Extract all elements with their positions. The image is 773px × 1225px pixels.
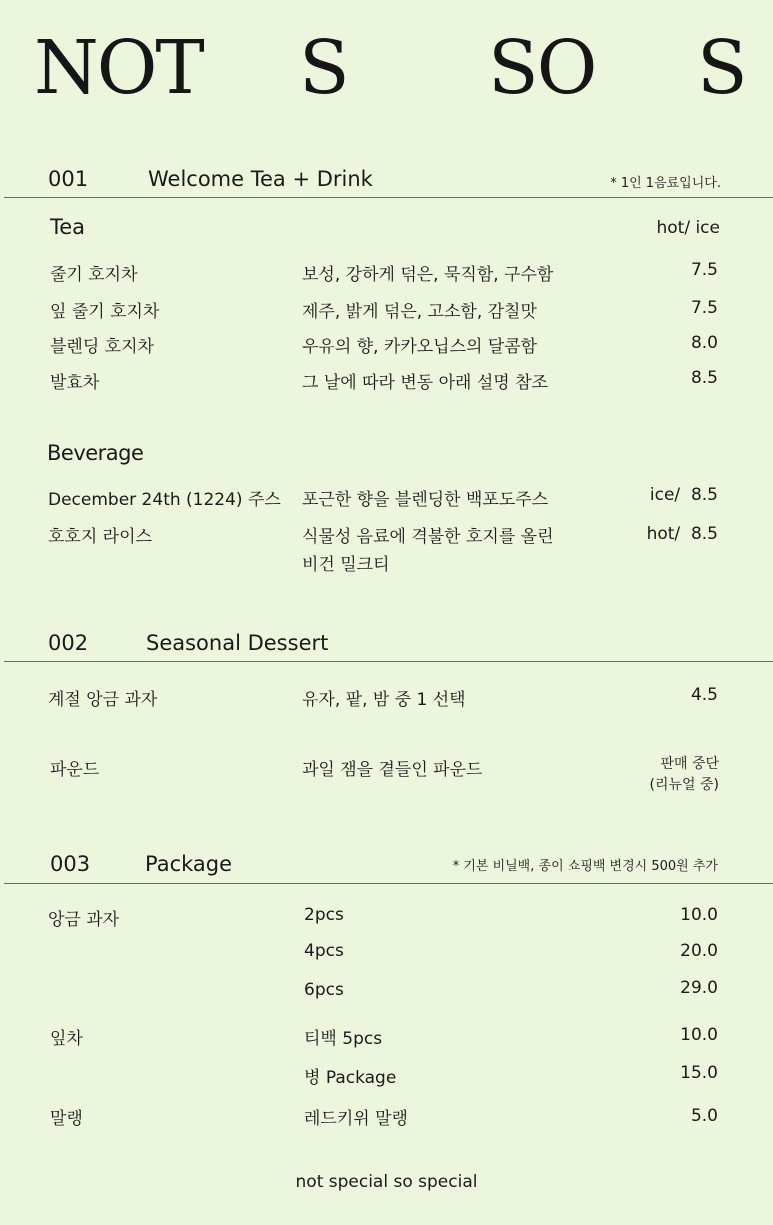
package-option: 레드키위 말랭 bbox=[304, 1109, 408, 1129]
menu-item-desc: 제주, 밝게 덖은, 고소함, 감칠맛 bbox=[302, 302, 537, 322]
section-divider bbox=[4, 661, 773, 662]
package-price: 15.0 bbox=[680, 1063, 718, 1083]
menu-item-price: hot/ 8.5 bbox=[646, 524, 718, 544]
section-divider bbox=[4, 883, 773, 884]
menu-item-desc-line2: 비건 밀크티 bbox=[302, 555, 390, 575]
menu-item-name: 잎 줄기 호지차 bbox=[50, 302, 160, 322]
menu-item-name: 파운드 bbox=[50, 760, 100, 780]
sold-out-status-detail: (리뉴얼 중) bbox=[649, 777, 719, 793]
menu-item-price: 8.5 bbox=[690, 368, 718, 388]
package-price: 20.0 bbox=[680, 941, 718, 961]
menu-item-price: 8.0 bbox=[690, 333, 718, 353]
section-divider bbox=[4, 197, 773, 198]
menu-item-price: 4.5 bbox=[690, 685, 718, 705]
menu-item-name: 호호지 라이스 bbox=[48, 527, 152, 547]
package-price: 10.0 bbox=[680, 1025, 718, 1045]
sold-out-status: 판매 중단 bbox=[660, 756, 719, 772]
menu-item-desc: 식물성 음료에 격불한 호지를 올린 bbox=[302, 527, 554, 547]
brand-word-s2: S bbox=[697, 25, 746, 111]
section-note: * 1인 1음료입니다. bbox=[610, 176, 721, 191]
tea-heading: Tea bbox=[50, 215, 86, 239]
package-option: 6pcs bbox=[304, 980, 344, 1000]
brand-word-not: NOT bbox=[34, 25, 203, 111]
menu-item-desc: 포근한 향을 블렌딩한 백포도주스 bbox=[302, 490, 549, 510]
menu-item-name: 발효차 bbox=[50, 373, 100, 393]
package-group-name: 잎차 bbox=[50, 1029, 83, 1049]
menu-item-desc: 보성, 강하게 덖은, 묵직함, 구수함 bbox=[302, 265, 554, 285]
section-number: 001 bbox=[48, 167, 89, 191]
section-note: * 기본 비닐백, 종이 쇼핑백 변경시 500원 추가 bbox=[452, 859, 718, 874]
package-price: 10.0 bbox=[680, 905, 718, 925]
menu-item-price: 7.5 bbox=[690, 298, 718, 318]
menu-item-name: 줄기 호지차 bbox=[50, 265, 138, 285]
package-price: 5.0 bbox=[690, 1106, 718, 1126]
menu-item-desc: 과일 잼을 곁들인 파운드 bbox=[302, 760, 483, 780]
package-option: 티백 5pcs bbox=[304, 1029, 383, 1049]
menu-item-desc: 그 날에 따라 변동 아래 설명 참조 bbox=[302, 373, 548, 393]
footer-tagline: not special so special bbox=[295, 1172, 478, 1192]
brand-word-s1: S bbox=[299, 25, 348, 111]
brand-word-so: SO bbox=[488, 25, 596, 111]
package-group-name: 앙금 과자 bbox=[48, 910, 120, 930]
menu-item-name: 계절 앙금 과자 bbox=[48, 690, 158, 710]
section-number: 002 bbox=[48, 631, 89, 655]
menu-item-price: ice/ 8.5 bbox=[649, 485, 718, 505]
package-option: 2pcs bbox=[304, 905, 344, 925]
section-number: 003 bbox=[50, 852, 91, 876]
menu-item-name: December 24th (1224) 주스 bbox=[48, 490, 281, 510]
section-title: Welcome Tea + Drink bbox=[148, 167, 373, 191]
package-option: 4pcs bbox=[304, 941, 344, 961]
menu-item-price: 7.5 bbox=[690, 260, 718, 280]
menu-item-desc: 우유의 향, 카카오닙스의 달콤함 bbox=[302, 337, 538, 357]
section-title: Seasonal Dessert bbox=[146, 631, 329, 655]
package-group-name: 말랭 bbox=[50, 1109, 83, 1129]
section-title: Package bbox=[145, 852, 233, 876]
beverage-heading: Beverage bbox=[47, 441, 144, 465]
menu-item-desc: 유자, 팥, 밤 중 1 선택 bbox=[302, 690, 466, 710]
tea-unit-label: hot/ ice bbox=[656, 218, 720, 238]
package-option: 병 Package bbox=[304, 1068, 397, 1088]
package-price: 29.0 bbox=[680, 978, 718, 998]
menu-item-name: 블렌딩 호지차 bbox=[50, 337, 154, 357]
